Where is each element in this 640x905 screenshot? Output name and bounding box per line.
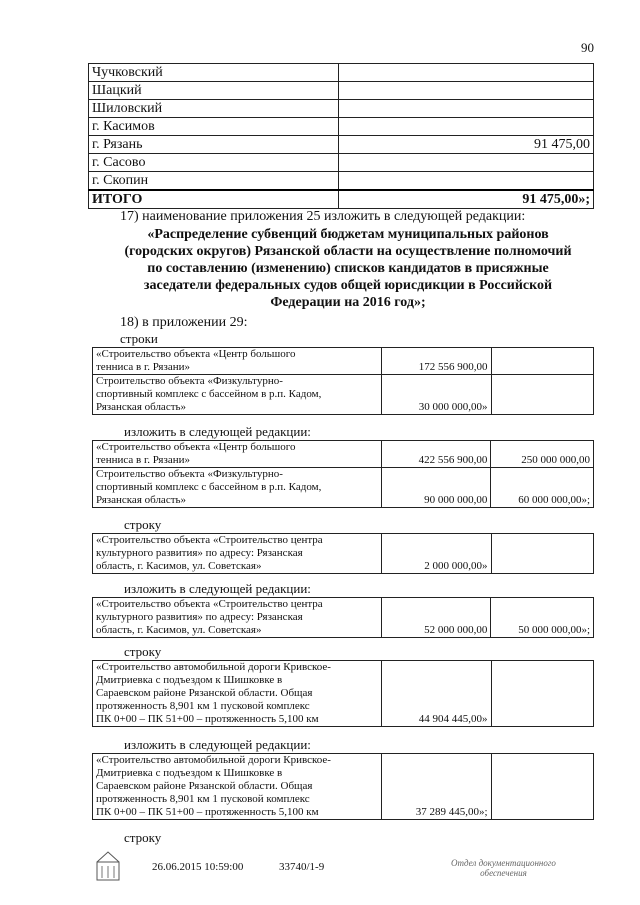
project-name [93,348,382,375]
project-name [93,441,382,468]
district-value [339,154,594,172]
emblem-icon [93,848,123,884]
project-name-line: «Строительство автомобильной дороги Кривское- [96,661,331,673]
table-d [92,597,594,638]
amount-2016: 30 000 000,00» [381,375,491,415]
table-row [89,118,594,136]
amount-federal: 60 000 000,00»; [491,468,594,508]
amount-2016: 37 289 445,00»; [381,754,491,820]
project-row [93,468,594,508]
amount-2016: 422 556 900,00 [381,441,491,468]
project-name-line: культурного развития» по адресу: Рязанская [96,611,303,623]
title-line: «Распределение субвенций бюджетам муниципальных районов [147,227,549,242]
total-value: 91 475,00»; [339,190,594,209]
project-name-line: культурного развития» по адресу: Рязанская [96,547,303,559]
project-name-line: Строительство объекта «Физкультурно- [96,468,283,480]
label-izlozhit: изложить в следующей редакции: [124,424,311,439]
title-line: по составлению (изменению) списков кандидатов в присяжные [147,261,549,276]
district-name: Шиловский [89,100,339,118]
table-e [92,660,594,727]
label-stroku: строку [124,644,162,659]
project-name-line: область, г. Касимов, ул. Советская» [96,560,262,572]
label-izlozhit: изложить в следующей редакции: [124,737,311,752]
district-value [339,118,594,136]
title-line: Федерации на 2016 год»; [270,295,426,310]
project-row [93,534,594,574]
project-row [93,441,594,468]
district-name: Чучковский [89,64,339,82]
total-label: ИТОГО [89,190,339,209]
project-name-line: спортивный комплекс с бассейном в р.п. Кадом, [96,481,322,493]
label-izlozhit: изложить в следующей редакции: [124,581,311,596]
para-17: 17) наименование приложения 25 изложить в следующей редакции: [120,209,526,224]
amount-federal: 250 000 000,00 [491,441,594,468]
table-row [89,172,594,191]
amount-2016: 90 000 000,00 [381,468,491,508]
amount-2016: 44 904 445,00» [381,661,491,727]
project-row [93,661,594,727]
amount-2016: 2 000 000,00» [381,534,491,574]
table-f [92,753,594,820]
project-name [93,468,382,508]
amount-federal [491,754,594,820]
amount-federal: 50 000 000,00»; [491,598,594,638]
project-row [93,754,594,820]
district-value: 91 475,00 [339,136,594,154]
footer-datetime: 26.06.2015 10:59:00 [152,861,244,873]
amount-2016: 172 556 900,00 [381,348,491,375]
title-line: заседатели федеральных судов общей юрисдикции в Российской [143,278,553,293]
project-name-line: спортивный комплекс с бассейном в р.п. Кадом, [96,388,322,400]
project-name [93,375,382,415]
project-name [93,534,382,574]
table-a [92,347,594,415]
district-name: г. Касимов [89,118,339,136]
footer-code: 33740/1-9 [279,861,325,873]
footer-department [451,858,556,878]
project-name-line: ПК 0+00 – ПК 51+00 – протяженность 5,100 км [96,806,319,818]
project-name-line: Сараевском районе Рязанской области. Общая [96,687,313,699]
project-name-line: «Строительство объекта «Строительство центра [96,534,323,546]
amount-2016: 52 000 000,00 [381,598,491,638]
district-name: г. Скопин [89,172,339,191]
project-name-line: Дмитриевка с подъездом к Шишковке в [96,674,283,686]
project-name-line: Рязанская область» [96,494,187,506]
dept-line-1: Отдел документационного [451,858,556,868]
project-row [93,375,594,415]
project-name [93,598,382,638]
project-row [93,598,594,638]
label-stroku: строку [124,830,162,845]
project-name-line: область, г. Касимов, ул. Советская» [96,624,262,636]
table-row [89,154,594,172]
amount-federal [491,348,594,375]
table-row [89,82,594,100]
table-row [89,64,594,82]
project-name-line: протяженность 8,901 км 1 пусковой комплекс [96,700,310,712]
label-stroki: строки [120,331,158,346]
table-row [89,136,594,154]
project-name-line: Строительство объекта «Физкультурно- [96,375,283,387]
district-value [339,172,594,191]
dept-line-2: обеспечения [480,868,527,878]
project-name-line: тенниса в г. Рязани» [96,361,190,373]
table-b [92,440,594,508]
amount-federal [491,661,594,727]
project-name-line: Рязанская область» [96,401,187,413]
subsidy-table [88,63,594,209]
project-name-line: «Строительство объекта «Строительство центра [96,598,323,610]
district-value [339,82,594,100]
project-name-line: тенниса в г. Рязани» [96,454,190,466]
district-value [339,100,594,118]
project-name-line: ПК 0+00 – ПК 51+00 – протяженность 5,100 км [96,713,319,725]
project-name [93,661,382,727]
district-name: г. Рязань [89,136,339,154]
amount-federal [491,534,594,574]
table-c [92,533,594,574]
district-name: г. Сасово [89,154,339,172]
total-row [89,190,594,209]
project-name [93,754,382,820]
project-name-line: протяженность 8,901 км 1 пусковой комплекс [96,793,310,805]
label-stroku: строку [124,517,162,532]
amount-federal [491,375,594,415]
district-value [339,64,594,82]
project-name-line: «Строительство объекта «Центр большого [96,348,296,360]
title-line: (городских округов) Рязанской области на осуществление полномочий [124,244,572,259]
appendix-title [88,226,608,311]
project-name-line: Сараевском районе Рязанской области. Общая [96,780,313,792]
project-row [93,348,594,375]
page-number: 90 [581,40,594,55]
table-row [89,100,594,118]
district-name: Шацкий [89,82,339,100]
para-18: 18) в приложении 29: [120,315,248,330]
project-name-line: «Строительство автомобильной дороги Кривское- [96,754,331,766]
project-name-line: «Строительство объекта «Центр большого [96,441,296,453]
project-name-line: Дмитриевка с подъездом к Шишковке в [96,767,283,779]
